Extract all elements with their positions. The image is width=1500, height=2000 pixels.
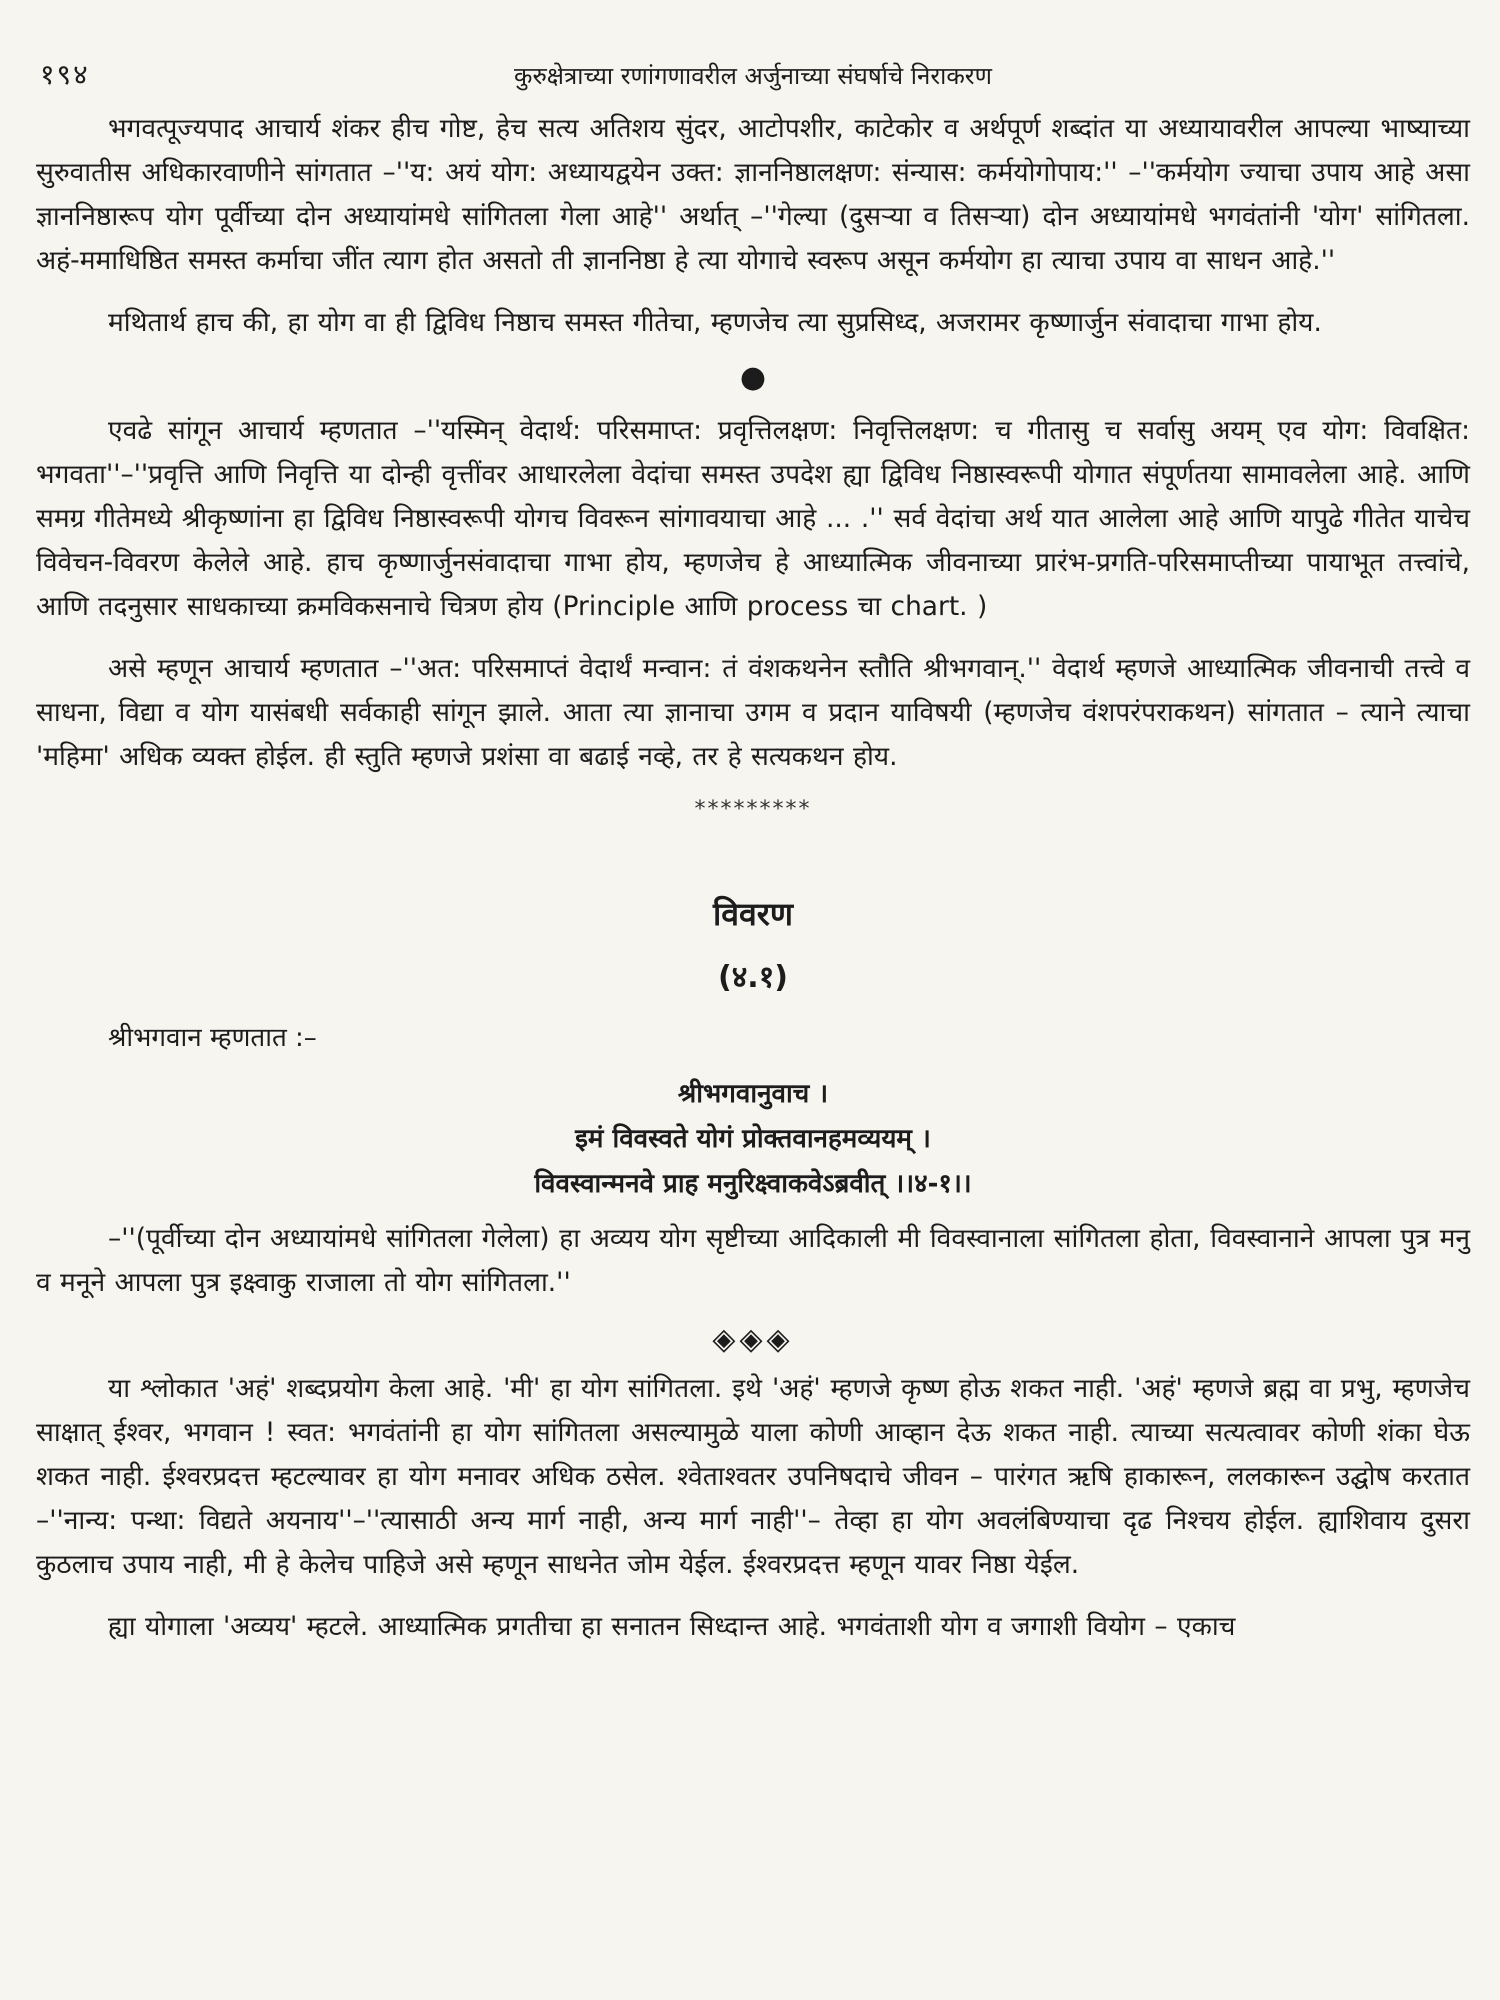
paragraph-summary: मथितार्थ हाच की, हा योग वा ही द्विविध निष्ठाच समस्त गीतेचा, म्हणजेच त्या सुप्रसिध्द, अजरामर कृष्णार्जुन संवादाचा गाभा होय.	[108, 307, 1322, 338]
shloka-line: इमं विवस्वते योगं प्रोक्तवानहमव्ययम् ।	[575, 1124, 931, 1154]
page-header	[36, 55, 1470, 107]
running-title: कुरुक्षेत्राच्या रणांगणावरील अर्जुनाच्या संघर्षाचे निराकरण	[514, 62, 992, 90]
verse-number: (४.१)	[717, 960, 789, 995]
shloka-line: श्रीभगवानुवाच ।	[677, 1079, 829, 1109]
speaker-line: श्रीभगवान म्हणतात :–	[108, 1023, 317, 1053]
shloka-line: विवस्वान्मनवे प्राह मनुरिक्ष्वाकवेऽब्रवीत् ।।४-१।।	[534, 1169, 972, 1199]
page-number: १९४	[40, 58, 90, 91]
shloka-block	[36, 1072, 1470, 1207]
section-heading: विवरण	[712, 895, 794, 933]
star-separator: *********	[694, 797, 812, 822]
paragraph-vedartha: एवढे सांगून आचार्य म्हणतात –''यस्मिन् वेदार्थ: परिसमाप्त: प्रवृत्तिलक्षण: निवृत्तिलक्षण: च गीतासु च सर्वासु अयम् एव योग: विवक्षित: भगवता''–''प्रवृत्ति आणि निवृत्ति या दोन्ही वृत्तींवर आधारलेला वेदांचा समस्त उपदेश ह्या द्विविध निष्ठास्वरूपी योगात संपूर्णतया सामावलेला आहे. आणि समग्र गीतेमध्ये श्रीकृष्णांना हा द्विविध निष्ठास्वरूपी योगच विवरून सांगावयाचा आहे ... .'' सर्व वेदांचा अर्थ यात आलेला आहे आणि यापुढे गीतेत याचेच विवेचन-विवरण केलेले आहे. हाच कृष्णार्जुनसंवादाचा गाभा होय, म्हणजेच हे आध्यात्मिक जीवनाच्या प्रारंभ-प्रगति-परिसमाप्तीच्या पायाभूत तत्त्वांचे, आणि तदनुसार साधकाच्या क्रमविकसनाचे चित्रण होय (Principle आणि process चा chart. )	[36, 415, 1470, 622]
paragraph-avyaya: ह्या योगाला 'अव्यय' म्हटले. आध्यात्मिक प्रगतीचा हा सनातन सिध्दान्त आहे. भगवंताशी योग व जगाशी वियोग – एकाच	[108, 1611, 1236, 1642]
verse-translation: –''(पूर्वीच्या दोन अध्यायांमधे सांगितला गेलेला) हा अव्यय योग सृष्टीच्या आदिकाली मी विवस्वानाला सांगितला होता, विवस्वानाने आपला पुत्र मनु व मनूने आपला पुत्र इक्ष्वाकु राजाला तो योग सांगितला.''	[36, 1223, 1470, 1298]
paragraph-aham-explanation: या श्लोकात 'अहं' शब्दप्रयोग केला आहे. 'मी' हा योग सांगितला. इथे 'अहं' म्हणजे कृष्ण होऊ शकत नाही. 'अहं' म्हणजे ब्रह्म वा प्रभु, म्हणजेच साक्षात् ईश्वर, भगवान ! स्वत: भगवंतांनी हा योग सांगितला असल्यामुळे याला कोणी आव्हान देऊ शकत नाही. त्याच्या सत्यत्वावर कोणी शंका घेऊ शकत नाही. ईश्वरप्रदत्त म्हटल्यावर हा योग मनावर अधिक ठसेल. श्वेताश्वतर उपनिषदाचे जीवन – पारंगत ऋषि हाकारून, ललकारून उद्घोष करतात –''नान्य: पन्था: विद्यते अयनाय''–''त्यासाठी अन्य मार्ग नाही, अन्य मार्ग नाही''– तेव्हा हा योग अवलंबिण्याचा दृढ निश्चय होईल. ह्याशिवाय दुसरा कुठलाच उपाय नाही, मी हे केलेच पाहिजे असे म्हणून साधनेत जोम येईल. ईश्वरप्रदत्त म्हणून यावर निष्ठा येईल.	[36, 1373, 1470, 1580]
paragraph-vansha-kathan: असे म्हणून आचार्य म्हणतात –''अत: परिसमाप्तं वेदार्थं मन्वान: तं वंशकथनेन स्तौति श्रीभगवान्.'' वेदार्थ म्हणजे आध्यात्मिक जीवनाची तत्त्वे व साधना, विद्या व योग यासंबधी सर्वकाही सांगून झाले. आता त्या ज्ञानाचा उगम व प्रदान याविषयी (म्हणजेच वंशपरंपराकथन) सांगतात – त्याने त्याचा 'महिमा' अधिक व्यक्त होईल. ही स्तुति म्हणजे प्रशंसा वा बढाई नव्हे, तर हे सत्यकथन होय.	[36, 653, 1470, 772]
paragraph-shankara-bhashya: भगवत्पूज्यपाद आचार्य शंकर हीच गोष्ट, हेच सत्य अतिशय सुंदर, आटोपशीर, काटेकोर व अर्थपूर्ण शब्दांत या अध्यायावरील आपल्या भाष्याच्या सुरुवातीस अधिकारवाणीने सांगतात –''य: अयं योग: अध्यायद्वयेन उक्त: ज्ञाननिष्ठालक्षण: संन्यास: कर्मयोगोपाय:'' –''कर्मयोग ज्याचा उपाय आहे असा ज्ञाननिष्ठारूप योग पूर्वीच्या दोन अध्यायांमधे सांगितला गेला आहे'' अर्थात् –''गेल्या (दुसऱ्या व तिसऱ्या) दोन अध्यायांमधे भगवंतांनी 'योग' सांगितला. अहं-ममाधिष्ठित समस्त कर्माचा जींत त्याग होत असतो ती ज्ञाननिष्ठा हे त्या योगाचे स्वरूप असून कर्मयोग हा त्याचा उपाय वा साधन आहे.''	[36, 113, 1470, 276]
bullet-separator: ●	[739, 360, 767, 395]
diamond-separator: ◈◈◈	[712, 1322, 794, 1357]
